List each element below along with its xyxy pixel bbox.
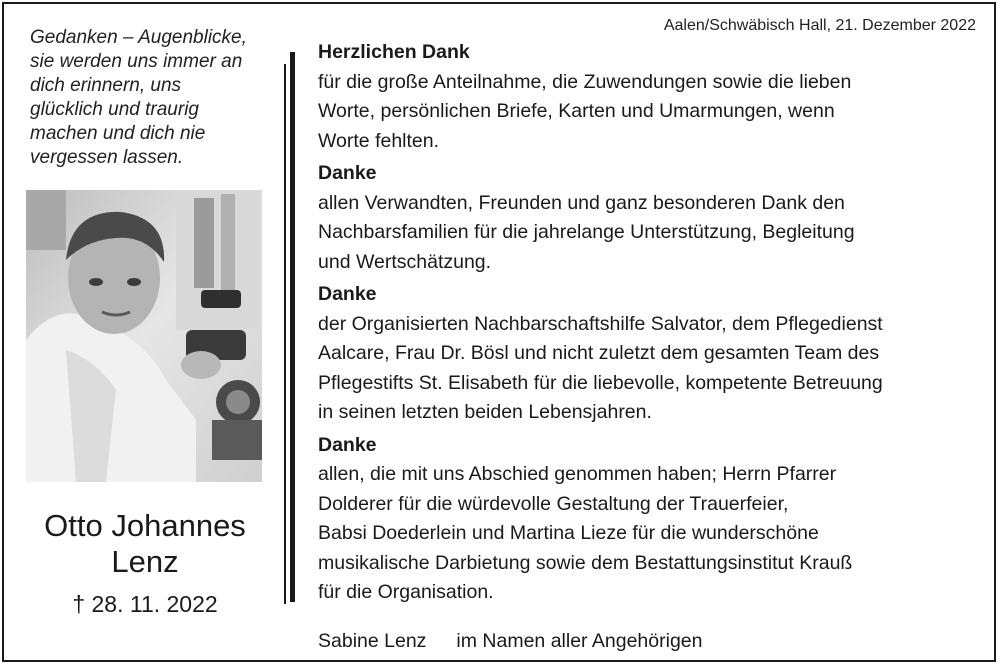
section-thanks — [318, 38, 978, 156]
section-farewell — [318, 431, 978, 608]
name-line-2: Lenz — [111, 544, 179, 579]
text-line: Nachbarsfamilien für die jahrelange Unterstützung, Begleitung — [318, 221, 855, 243]
text-line: Pflegestifts St. Elisabeth für die liebevolle, kompetente Betreuung — [318, 371, 883, 394]
text-line: der Organisierten Nachbarschaftshilfe Salvator, dem Pflegedienst — [318, 312, 883, 335]
poem-line: vergessen lassen. — [30, 147, 184, 168]
text-line: in seinen letzten beiden Lebensjahren. — [318, 401, 652, 423]
poem-line: sie werden uns immer an — [30, 51, 243, 72]
signature-note: im Namen aller Angehörigen — [456, 630, 703, 652]
text-line: allen, die mit uns Abschied genommen haben; Herrn Pfarrer — [318, 463, 837, 485]
text-line: allen Verwandten, Freunden und ganz besonderen Dank den — [318, 191, 845, 214]
divider-thin — [284, 64, 286, 604]
portrait-photo — [26, 190, 262, 482]
text-line: Babsi Doederlein und Martina Lieze für die wunderschöne — [318, 522, 819, 544]
section-relatives — [318, 159, 978, 277]
divider-thick — [290, 52, 295, 602]
text-line: für die große Anteilnahme, die Zuwendungen sowie die lieben — [318, 70, 852, 93]
text-line: musikalische Darbietung sowie dem Bestattungsinstitut Krauß — [318, 551, 853, 574]
text-line: Dolderer für die würdevolle Gestaltung der Trauerfeier, — [318, 492, 789, 515]
text-line: und Wertschätzung. — [318, 250, 492, 273]
poem-line: Gedanken – Augenblicke, — [30, 27, 247, 48]
text-line: Worte, persönlichen Briefe, Karten und Umarmungen, wenn — [318, 100, 835, 122]
section-heading: Danke — [318, 433, 377, 456]
place-date: Aalen/Schwäbisch Hall, 21. Dezember 2022 — [663, 17, 976, 34]
poem-line: dich erinnern, uns — [30, 75, 182, 96]
poem-line: machen und dich nie — [30, 123, 206, 144]
section-heading: Herzlichen Dank — [318, 41, 470, 63]
deceased-name — [20, 508, 270, 580]
poem-line: glücklich und traurig — [30, 99, 199, 120]
death-date: † 28. 11. 2022 — [72, 591, 218, 617]
text-line: Worte fehlten. — [318, 129, 440, 152]
name-line-1: Otto Johannes — [44, 508, 246, 543]
section-heading: Danke — [318, 162, 377, 184]
text-line: Aalcare, Frau Dr. Bösl und nicht zuletzt dem gesamten Team des — [318, 342, 880, 364]
memorial-poem — [30, 26, 280, 170]
section-care — [318, 280, 978, 428]
signature — [318, 628, 702, 654]
section-heading: Danke — [318, 283, 377, 305]
signature-name: Sabine Lenz — [318, 630, 427, 652]
thanks-text — [318, 36, 978, 611]
text-line: für die Organisation. — [318, 581, 494, 603]
